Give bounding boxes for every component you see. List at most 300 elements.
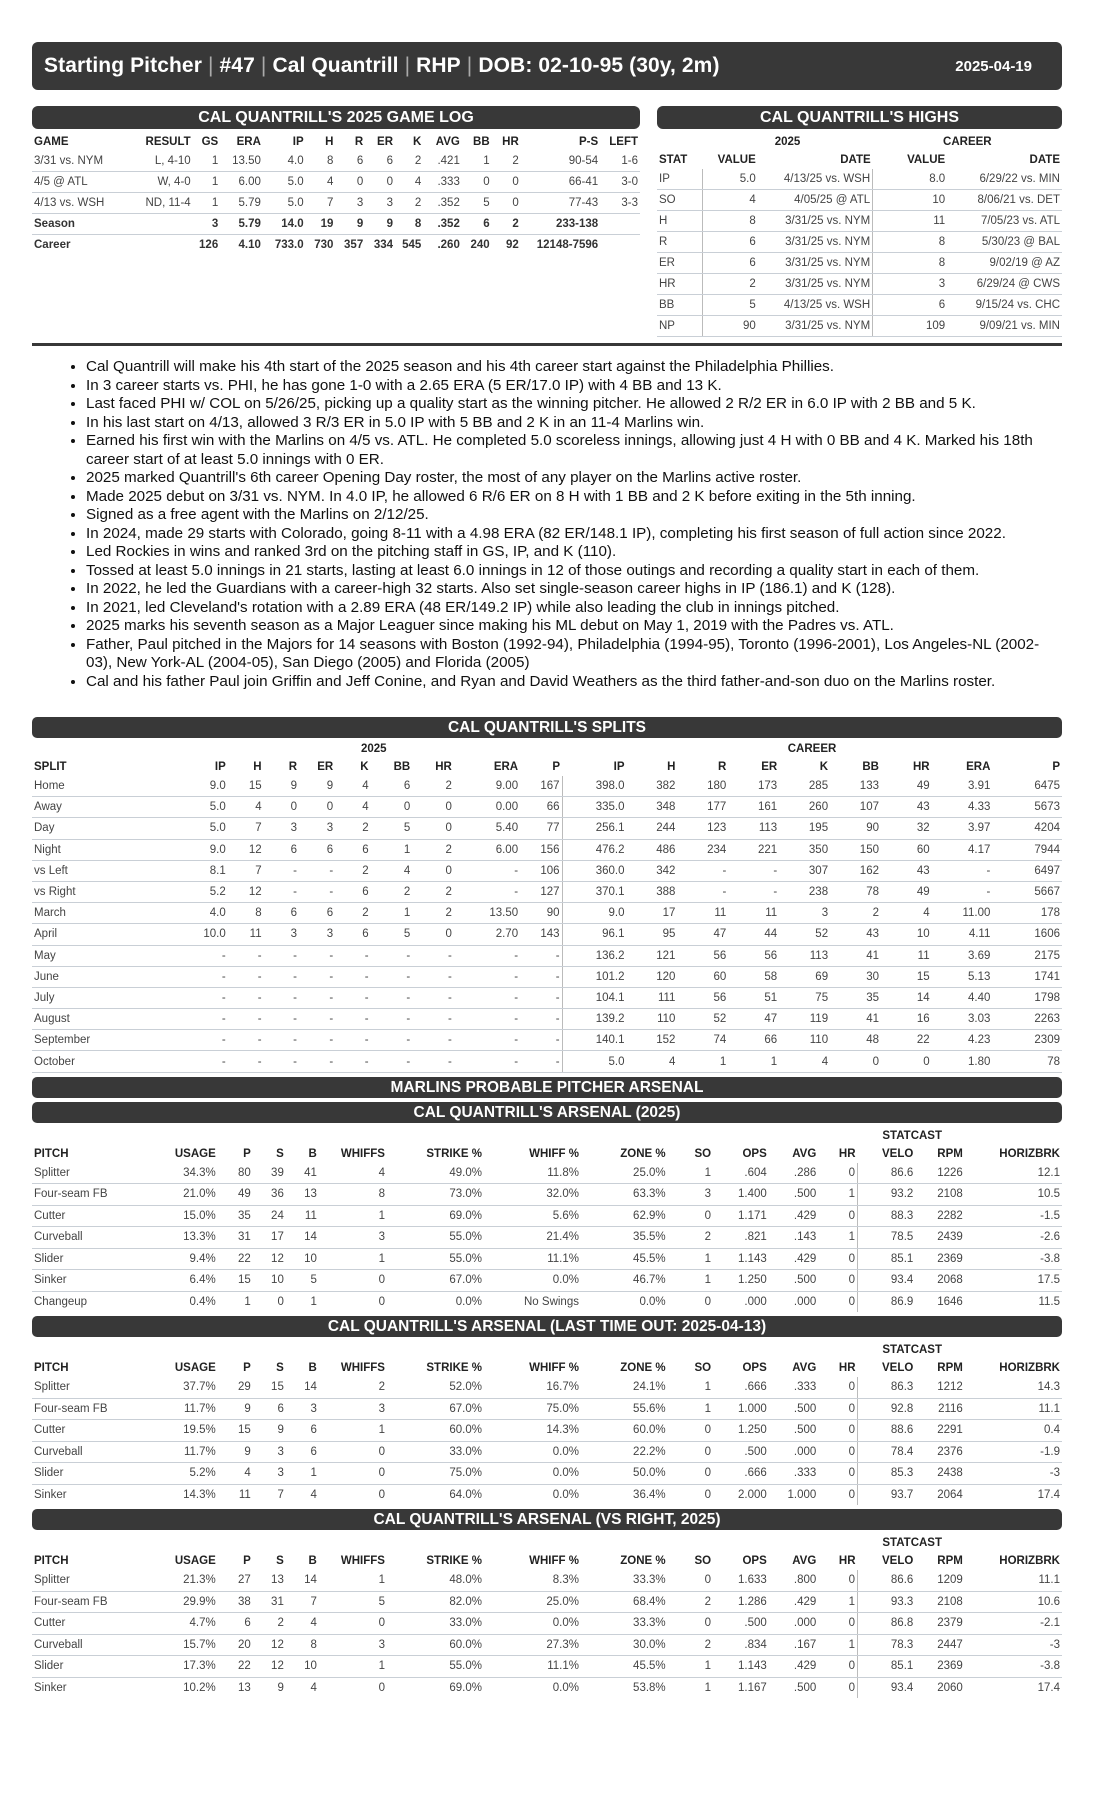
table-cell: 12 — [228, 881, 264, 902]
table-cell: 93.4 — [858, 1270, 916, 1292]
table-cell: 16.7% — [484, 1377, 581, 1398]
table-cell: 9/09/21 vs. MIN — [947, 316, 1062, 337]
table-cell: ER — [657, 253, 702, 274]
table-cell: 0.0% — [484, 1613, 581, 1635]
table-cell: 1.000 — [787, 1488, 817, 1501]
column-header: GS — [201, 136, 219, 148]
section-divider — [32, 343, 1062, 346]
table-cell: 2 — [253, 1613, 286, 1635]
table-cell: 1 — [668, 1398, 713, 1420]
table-cell: R — [657, 232, 702, 253]
table-cell: vs Right — [32, 881, 186, 902]
table-cell: 0 — [412, 797, 454, 818]
table-cell: 41 — [830, 1009, 881, 1030]
table-cell: - — [228, 1051, 264, 1072]
table-cell: 2263 — [992, 1009, 1062, 1030]
table-cell: 45.5% — [581, 1656, 668, 1678]
column-header: S — [276, 1555, 284, 1568]
table-row — [32, 1463, 1062, 1485]
table-row — [32, 1051, 1062, 1072]
table-cell: 0 — [277, 1295, 284, 1308]
table-cell: - — [299, 860, 335, 881]
table-cell: 47 — [728, 1009, 779, 1030]
table-cell: - — [264, 1051, 299, 1072]
table-cell: 11 — [873, 211, 948, 232]
table-cell: .000 — [744, 1295, 767, 1308]
table-cell: 4.17 — [932, 839, 993, 860]
table-cell: - — [335, 987, 370, 1008]
table-cell: Four-seam FB — [32, 1398, 160, 1420]
table-row — [32, 881, 1062, 902]
table-cell: - — [264, 881, 299, 902]
table-cell: 78.4 — [858, 1441, 916, 1463]
table-cell: 58 — [728, 966, 779, 987]
column-header: AVG — [792, 1555, 817, 1568]
table-row — [657, 253, 1062, 274]
table-cell: Sinker — [34, 1488, 67, 1501]
table-cell: - — [371, 1051, 413, 1072]
table-cell: 388 — [627, 881, 678, 902]
table-cell: 111 — [627, 987, 678, 1008]
table-cell: - — [412, 1009, 454, 1030]
table-row — [657, 316, 1062, 337]
table-cell: 86.6 — [858, 1570, 916, 1591]
table-cell: .167 — [769, 1634, 819, 1656]
table-cell: 3 — [668, 1184, 713, 1206]
table-cell: 1 — [668, 1248, 713, 1270]
table-cell: 3-3 — [600, 193, 640, 214]
table-cell: 1-6 — [600, 151, 640, 172]
table-cell: 52.0% — [387, 1377, 484, 1398]
table-cell: 2060 — [937, 1681, 963, 1694]
table-cell: 11.8% — [484, 1163, 581, 1184]
table-cell: 11.1 — [965, 1570, 1062, 1591]
table-cell: 41 — [830, 945, 881, 966]
table-cell: .666 — [713, 1463, 769, 1485]
table-cell: 4/13 vs. WSH — [32, 193, 125, 214]
table-cell: 22 — [218, 1248, 253, 1270]
table-row — [32, 1248, 1062, 1270]
table-cell: 85.1 — [858, 1248, 916, 1270]
table-cell: 6.00 — [220, 172, 263, 193]
table-cell: August — [32, 1009, 186, 1030]
table-cell: - — [299, 1051, 335, 1072]
table-cell: 1 — [818, 1184, 857, 1206]
table-cell: 1 — [371, 903, 413, 924]
table-cell: 2 — [412, 881, 454, 902]
page — [32, 0, 1062, 1698]
table-cell: 74 — [677, 1030, 728, 1051]
table-cell: 88.6 — [858, 1420, 916, 1442]
table-cell: - — [520, 987, 562, 1008]
table-cell: .666 — [713, 1377, 769, 1398]
column-header: P — [1052, 761, 1060, 773]
table-cell: 133 — [830, 776, 881, 797]
table-cell: 11.7% — [160, 1441, 218, 1463]
table-cell: 4/5 @ ATL — [32, 172, 125, 193]
table-cell: 3 — [873, 274, 948, 295]
table-cell: - — [299, 881, 335, 902]
table-cell: 44 — [728, 924, 779, 945]
table-cell: 9 — [264, 776, 299, 797]
table-cell: 92 — [506, 239, 519, 251]
table-cell: 4 — [881, 903, 932, 924]
table-cell: 3 — [193, 214, 221, 235]
table-cell: 110 — [627, 1009, 678, 1030]
column-header: DATE — [1029, 154, 1060, 166]
table-cell: - — [520, 1030, 562, 1051]
table-cell: 2 — [668, 1227, 713, 1249]
table-row — [32, 193, 640, 214]
table-cell: 7 — [228, 860, 264, 881]
table-cell: 121 — [627, 945, 678, 966]
table-cell: 9 — [365, 214, 395, 235]
table-cell: 180 — [677, 776, 728, 797]
table-cell: 0 — [818, 1398, 857, 1420]
column-header: P — [243, 1147, 251, 1160]
table-cell: L, 4-10 — [125, 151, 193, 172]
table-row — [32, 945, 1062, 966]
table-cell: 10.6 — [965, 1591, 1062, 1613]
table-cell: No Swings — [524, 1295, 579, 1308]
table-row — [32, 1184, 1062, 1206]
table-cell: 25.0% — [484, 1591, 581, 1613]
table-cell: 9.4% — [160, 1248, 218, 1270]
table-cell: 15 — [218, 1420, 253, 1442]
table-cell: 109 — [873, 316, 948, 337]
table-cell: 2 — [319, 1377, 387, 1398]
table-cell: 7 — [306, 193, 336, 214]
table-cell: 1 — [677, 1051, 728, 1072]
table-header-row — [657, 151, 1062, 169]
table-cell: 9 — [218, 1398, 253, 1420]
table-cell: 1 — [371, 839, 413, 860]
table-cell: - — [299, 966, 335, 987]
table-cell: 2 — [668, 1591, 713, 1613]
table-cell: 8/06/21 vs. DET — [947, 190, 1062, 211]
table-row — [32, 1484, 1062, 1505]
table-cell: -3.8 — [965, 1248, 1062, 1270]
column-header: ERA — [236, 136, 261, 148]
table-cell: 0 — [299, 797, 335, 818]
table-cell: Slider — [32, 1463, 160, 1485]
table-cell: 0 — [848, 1681, 856, 1694]
table-cell: 5.2% — [160, 1463, 218, 1485]
table-cell: H — [657, 211, 702, 232]
table-cell: 1 — [310, 1295, 317, 1308]
table-cell: 233-138 — [521, 214, 600, 235]
table-cell: 2291 — [915, 1420, 965, 1442]
table-cell: Season — [32, 214, 125, 235]
table-cell: 0 — [371, 797, 413, 818]
table-cell: .429 — [769, 1248, 819, 1270]
column-header: R — [288, 761, 298, 773]
table-cell: 3 — [319, 1227, 387, 1249]
table-row — [657, 232, 1062, 253]
table-cell: NP — [657, 316, 702, 337]
table-cell: 6 — [371, 776, 413, 797]
list-item: • In 2021, led Cleveland's rotation with a 2.89 ERA (48 ER/149.2 IP) while also leading the club in innings pitched. — [86, 599, 1062, 618]
table-cell: 152 — [627, 1030, 678, 1051]
table-cell: 126 — [199, 239, 219, 251]
table-cell: -3 — [965, 1463, 1062, 1485]
table-cell: 119 — [779, 1009, 830, 1030]
table-cell: 75.0% — [387, 1463, 484, 1485]
totals-row — [32, 214, 640, 235]
table-cell: .352 — [423, 214, 462, 235]
table-cell: 0 — [848, 1295, 856, 1308]
table-cell — [600, 214, 640, 235]
table-cell: 7944 — [992, 839, 1062, 860]
table-cell: 5.0 — [562, 1051, 626, 1072]
table-cell: 0 — [830, 1051, 881, 1072]
table-cell: 0 — [818, 1248, 857, 1270]
table-cell: October — [32, 1051, 186, 1072]
table-cell: 27.3% — [484, 1634, 581, 1656]
table-cell: 106 — [520, 860, 562, 881]
table-cell: 10.0 — [186, 924, 228, 945]
table-cell: 17.5 — [965, 1270, 1062, 1292]
table-cell: 6 — [264, 903, 299, 924]
table-cell: 8 — [873, 253, 948, 274]
table-cell: 545 — [402, 239, 422, 251]
table-cell: - — [299, 1030, 335, 1051]
table-cell: 0.0% — [484, 1441, 581, 1463]
table-cell: 1 — [462, 151, 492, 172]
arsenal-right-table — [32, 1552, 1062, 1698]
table-cell: 5 — [286, 1270, 319, 1292]
table-cell: 1 — [728, 1051, 779, 1072]
table-cell: - — [228, 945, 264, 966]
table-cell: 6 — [335, 839, 370, 860]
table-cell: 3 — [253, 1441, 286, 1463]
table-cell: 3 — [335, 193, 365, 214]
table-cell: 398.0 — [562, 776, 626, 797]
table-cell: 0.0% — [484, 1270, 581, 1292]
table-cell: Home — [32, 776, 186, 797]
table-row — [32, 1377, 1062, 1398]
table-cell: 9.0 — [186, 839, 228, 860]
column-header: RESULT — [145, 136, 191, 148]
group-header: 2025 — [774, 136, 801, 148]
column-header: BB — [473, 136, 490, 148]
arsenal-last-section — [32, 1316, 1062, 1505]
table-cell: 11.1% — [484, 1656, 581, 1678]
column-header: ERA — [966, 761, 991, 773]
table-cell: 113 — [728, 818, 779, 839]
table-cell: - — [412, 1051, 454, 1072]
table-cell: 4.11 — [932, 924, 993, 945]
column-header: USAGE — [174, 1147, 216, 1160]
table-cell: 1798 — [992, 987, 1062, 1008]
table-row — [32, 903, 1062, 924]
table-cell: 2 — [395, 193, 423, 214]
table-cell: 178 — [992, 903, 1062, 924]
table-cell: - — [520, 966, 562, 987]
table-cell: 5 — [702, 295, 757, 316]
table-cell: 350 — [779, 839, 830, 860]
table-cell: 66 — [728, 1030, 779, 1051]
table-cell: -2.1 — [965, 1613, 1062, 1635]
table-cell: 0 — [378, 1681, 385, 1694]
table-cell: 17.4 — [1037, 1488, 1060, 1501]
table-cell: 10.5 — [965, 1184, 1062, 1206]
table-cell: .429 — [769, 1205, 819, 1227]
table-cell: Four-seam FB — [32, 1184, 160, 1206]
table-cell: 1 — [319, 1570, 387, 1591]
table-cell: 1.250 — [713, 1270, 769, 1292]
table-cell: 3/31/25 vs. NYM — [758, 274, 873, 295]
column-header: ZONE % — [620, 1147, 666, 1160]
table-cell: 1.000 — [713, 1398, 769, 1420]
table-row — [32, 1634, 1062, 1656]
table-cell: SO — [657, 190, 702, 211]
table-cell: 0 — [818, 1420, 857, 1442]
table-cell: 0 — [668, 1463, 713, 1485]
table-cell: 161 — [728, 797, 779, 818]
table-cell: 1 — [193, 172, 221, 193]
table-cell: 47 — [677, 924, 728, 945]
table-cell: 21.0% — [160, 1184, 218, 1206]
table-cell: 113 — [779, 945, 830, 966]
column-header: OPS — [742, 1362, 767, 1375]
column-header: K — [413, 136, 422, 148]
table-cell: .333 — [769, 1377, 819, 1398]
table-cell: Slider — [32, 1248, 160, 1270]
table-cell: HR — [657, 274, 702, 295]
table-cell: 80 — [218, 1163, 253, 1184]
table-cell: 5.0 — [186, 818, 228, 839]
table-cell: 156 — [520, 839, 562, 860]
table-cell: 3.91 — [932, 776, 993, 797]
table-cell: 2 — [371, 881, 413, 902]
table-cell: 50.0% — [581, 1463, 668, 1485]
table-cell: - — [299, 1009, 335, 1030]
table-cell: 14.3% — [183, 1488, 216, 1501]
table-cell: - — [371, 1030, 413, 1051]
group-header: CAREER — [787, 743, 837, 755]
list-item: • 2025 marks his seventh season as a Major Leaguer since making his ML debut on May 1, 2019 with the Padres vs. ATL. — [86, 617, 1062, 636]
table-cell: 1 — [319, 1248, 387, 1270]
table-cell: 5 — [319, 1591, 387, 1613]
table-cell: 6 — [702, 232, 757, 253]
table-header-row — [32, 1145, 1062, 1163]
table-cell: 9 — [253, 1420, 286, 1442]
table-cell: - — [454, 860, 520, 881]
column-header: HORIZBRK — [999, 1147, 1060, 1160]
column-header: P — [552, 761, 561, 773]
splits-title: CAL QUANTRILL'S SPLITS — [32, 717, 1062, 738]
column-header: P-S — [579, 136, 599, 148]
list-item: • In 2022, he led the Guardians with a career-high 32 starts. Also set single-season career highs in IP (186.1) and K (128). — [86, 580, 1062, 599]
column-header: HR — [912, 761, 930, 773]
notes-list — [32, 358, 1062, 691]
table-cell: 6475 — [992, 776, 1062, 797]
table-cell: 4 — [335, 776, 370, 797]
table-cell: 56 — [677, 987, 728, 1008]
header-title: Starting Pitcher | #47 | Cal Quantrill | RHP | DOB: 02-10-95 (30y, 2m) — [44, 54, 720, 77]
table-cell: 3/31 vs. NYM — [32, 151, 125, 172]
table-cell: 0 — [818, 1570, 857, 1591]
table-cell: Splitter — [32, 1163, 160, 1184]
table-cell: 25.0% — [581, 1163, 668, 1184]
table-cell: 0 — [412, 818, 454, 839]
table-cell: 4.23 — [932, 1030, 993, 1051]
column-header: VELO — [881, 1555, 914, 1568]
arsenal-2025-section — [32, 1077, 1062, 1313]
table-cell: 3.69 — [932, 945, 993, 966]
table-cell: .429 — [769, 1591, 819, 1613]
column-header: WHIFF % — [529, 1147, 579, 1160]
table-cell: 2379 — [915, 1613, 965, 1635]
table-row — [32, 1420, 1062, 1442]
table-cell: Cutter — [32, 1420, 160, 1442]
table-cell: 11 — [286, 1205, 319, 1227]
table-cell: 60 — [677, 966, 728, 987]
column-header: K — [819, 761, 829, 773]
table-cell: 357 — [344, 239, 364, 251]
table-cell: .800 — [769, 1570, 819, 1591]
table-cell: 2.000 — [738, 1488, 767, 1501]
table-cell: 3 — [264, 924, 299, 945]
table-cell: vs Left — [32, 860, 186, 881]
table-cell: 2116 — [915, 1398, 965, 1420]
table-cell: 17 — [253, 1227, 286, 1249]
table-cell: 8 — [395, 214, 423, 235]
table-cell: 6 — [286, 1420, 319, 1442]
table-cell: - — [186, 1030, 228, 1051]
table-cell: 20 — [218, 1634, 253, 1656]
table-row — [32, 1591, 1062, 1613]
table-cell: 0 — [668, 1420, 713, 1442]
table-row — [657, 169, 1062, 190]
column-header: ER — [377, 136, 394, 148]
table-cell: 55.0% — [387, 1227, 484, 1249]
table-cell: - — [186, 966, 228, 987]
column-header: ERA — [493, 761, 519, 773]
column-header: WHIFF % — [529, 1362, 579, 1375]
table-cell: 234 — [677, 839, 728, 860]
table-cell: 143 — [520, 924, 562, 945]
header-date: 2025-04-19 — [955, 57, 1032, 75]
column-header: GAME — [34, 136, 69, 148]
table-cell: 110 — [779, 1030, 830, 1051]
table-cell: 14 — [286, 1570, 319, 1591]
table-row — [657, 295, 1062, 316]
table-row — [32, 776, 1062, 797]
header-throws: RHP — [416, 54, 461, 77]
table-cell: 6/29/24 @ CWS — [947, 274, 1062, 295]
game-log-table — [32, 133, 640, 255]
table-cell: 13 — [253, 1570, 286, 1591]
table-cell: 4.7% — [160, 1613, 218, 1635]
table-cell: 11 — [728, 903, 779, 924]
table-cell: 69.0% — [387, 1205, 484, 1227]
column-header: ER — [317, 761, 334, 773]
table-cell: 2447 — [915, 1634, 965, 1656]
table-cell: 24.1% — [581, 1377, 668, 1398]
table-cell: 11 — [881, 945, 932, 966]
table-cell: 6 — [264, 839, 299, 860]
table-cell: 96.1 — [562, 924, 626, 945]
column-header: R — [718, 761, 727, 773]
table-cell: 335.0 — [562, 797, 626, 818]
table-cell: - — [520, 945, 562, 966]
table-cell: 14.0 — [263, 214, 306, 235]
table-cell: Slider — [32, 1656, 160, 1678]
table-cell: 0 — [492, 172, 521, 193]
table-cell: - — [677, 881, 728, 902]
